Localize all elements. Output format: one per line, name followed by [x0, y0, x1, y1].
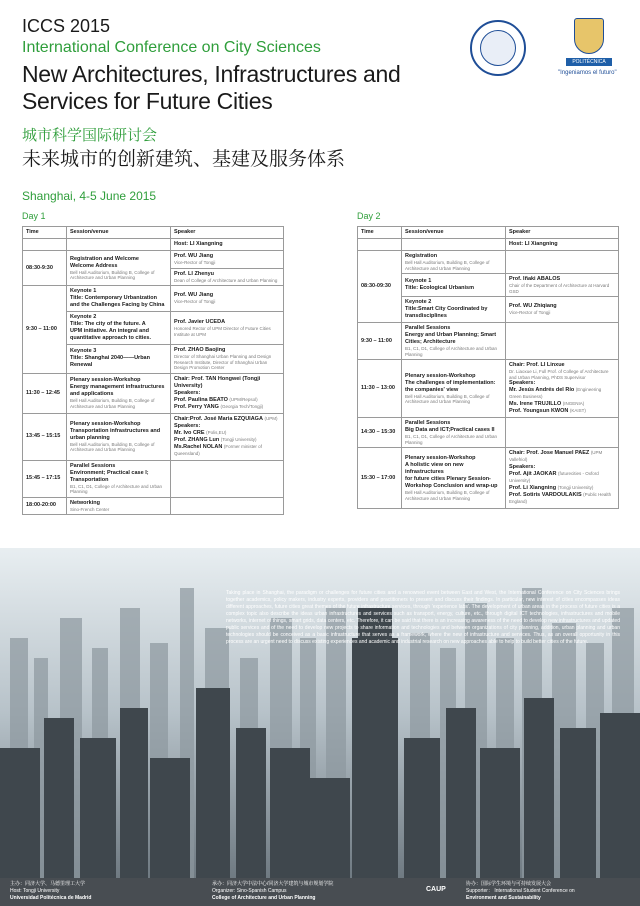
session-cell: Keynote 2 Title: The city of the future. A UPM initiative. An integral and quantitative approach to cities.: [67, 312, 171, 345]
speaker-cell: Prof. WU Jiang Vice-Rector of Tongji: [171, 286, 284, 312]
upm-crest-icon: [574, 18, 604, 54]
column-header: Session/venue: [402, 227, 506, 239]
time-cell: 9:30 – 11:00: [358, 323, 402, 360]
session-cell: Parallel Sessions Big Data and ICT;Practical cases II B1, C1, D1, College of Architecture and Urban Planning: [402, 418, 506, 448]
time-cell: 14:30 – 15:30: [358, 418, 402, 448]
event-date-location: Shanghai, 4-5 June 2015: [22, 189, 157, 203]
column-header: Time: [23, 227, 67, 239]
table-row: [23, 413, 284, 460]
time-cell: 08:30-9:30: [23, 251, 67, 286]
host-cell: Host: LI Xiangning: [171, 239, 284, 251]
column-header: Time: [358, 227, 402, 239]
chinese-title: 未来城市的创新建筑、基建及服务体系: [22, 148, 346, 170]
table-row: [23, 286, 284, 312]
session-cell: Parallel Sessions Energy and Urban Planning; Smart Cities; Architecture B1, C1, D1, College of Architecture and Urban Planning: [402, 323, 506, 360]
conference-code: ICCS 2015: [22, 16, 111, 36]
session-cell: Registration Bell Hall Auditorium, Building B, College of Architecture and Urban Planning: [402, 251, 506, 274]
time-cell: 11:30 – 12:45: [23, 373, 67, 413]
tongji-university-logo: [470, 20, 526, 76]
upm-logo: [566, 18, 612, 66]
speaker-cell: Prof. Iñaki ABALOS Chair of the Department of Architecture at Harvard GSD: [506, 274, 619, 297]
time-cell: 15:30 – 17:00: [358, 448, 402, 509]
conference-title-line1: New Architectures, Infrastructures and: [22, 61, 401, 87]
day1-schedule-table: [22, 226, 284, 515]
table-header-row: [23, 227, 284, 239]
day1-label: Day 1: [22, 211, 46, 221]
table-row: [23, 373, 284, 413]
session-cell: Keynote 2 Title:Smart City Coordinated by transdisciplines: [402, 297, 506, 323]
poster-header: [22, 16, 462, 171]
session-cell: Networking Sino-French Center: [67, 497, 171, 515]
footer-host: 主办：同济大学、马德里理工大学 Host: Tongji University Universidad Politécnica de Madrid: [10, 881, 92, 901]
session-cell: Keynote 3 Title: Shanghai 2040——Urban Renewal: [67, 345, 171, 374]
day2-schedule-table: [357, 226, 619, 509]
caup-logo: CAUP: [426, 886, 446, 893]
table-row: [358, 448, 619, 509]
host-cell: Host: LI Xiangning: [506, 239, 619, 251]
table-row: [358, 323, 619, 360]
speaker-cell: Chair: Prof. TAN Hongwei (Tongji University) Speakers: Prof. Paulina BEATO (UPM/Repsol) Prof. Perry YANG (Georgia Tech/Tongji): [171, 373, 284, 413]
table-row: [23, 497, 284, 515]
table-row: [358, 251, 619, 274]
footer-organizer: 承办：同济大学中法中心/同济大学建筑与城市规划学院 Organizer: Sino-Spanish Campus College of Architecture and Urban Planning: [212, 881, 334, 901]
speaker-cell: Prof. ZHAO Baojing Director of Shanghai Urban Planning and Design Research Institute, Director of Shanghai Urban Design Promotion Center: [171, 345, 284, 374]
column-header: Speaker: [171, 227, 284, 239]
host-row: [358, 239, 619, 251]
speaker-cell: Prof. LI Zhenyu Dean of College of Architecture and Urban Planning: [171, 268, 284, 286]
table-header-row: [358, 227, 619, 239]
column-header: Session/venue: [67, 227, 171, 239]
conference-title-line2: Services for Future Cities: [22, 88, 273, 114]
speaker-cell: Prof. WU Zhiqiang Vice-Rector of Tongji: [506, 297, 619, 323]
conference-description: Taking place in Shanghai, the paradigm or challenges for future cities and a renowned event between East and West, the International Conference on City Sciences brings together academics, policy makers, industry experts, providers and practitioners to present and discuss their findings. In particular, new interest of cities encompasses ideas different approaches, future cities great themes of the future infrastructure services, through 'experience labs'. The development of urban areas in the process of future cities is a complex topic also describe the ideas urban infrastructures and services such as transport, energy, culture, etc., through digital ICT technologies, infrastructures and mobile networks, internet of things, smart grids, data centers, etc. Therefore, it can be said that there is an increasing awareness of the need to develop new infrastructures and updated public services and of the need to develop new projects to share information and technologies and between organizations of city planning, addition, urban planning and urban technologies should be conceived as a basic infrastructure that serves as a framework, where the new of infrastructure and services. Thus, as an overall opportunity in this process are an urgent need to discuss existing experiences and academic and industrial research on new approaches able to help to build better cities of the future.: [226, 590, 620, 645]
session-cell: Keynote 1 Title: Ecological Urbanism: [402, 274, 506, 297]
session-cell: Plenary session-Workshop Energy management infrastructures and applications Bell Hall Auditorium, Building B, College of Architecture and Urban Planning: [67, 373, 171, 413]
session-cell: Registration and Welcome Welcome Address Bell Hall Auditorium, Building B, College of Architecture and Urban Planning: [67, 251, 171, 286]
host-row: [23, 239, 284, 251]
table-row: [23, 251, 284, 269]
chinese-subtitle: 城市科学国际研讨会: [22, 126, 158, 144]
speaker-cell: Prof. Javier UCEDA Honored Rector of UPM Director of Future Cities Institute at UPM: [171, 312, 284, 345]
speaker-cell: Chair:Prof. José Maria EZQUIAGA (UPM) Speakers: Mr. Ivo CRE (Polis,EU) Prof. ZHANG Lun (Tongji University) Ms.Rachel NOLAN (Former minister of Queensland): [171, 413, 284, 460]
table-row: [358, 418, 619, 448]
speaker-cell: Prof. WU Jiang Vice-Rector of Tongji: [171, 251, 284, 269]
table-row: [358, 360, 619, 418]
speaker-cell: Chair: Prof. Jose Manuel PAEZ (UPM Vallefriol) Speakers: Prof. Ajit JAOKAR (futurecities - Oxford University) Prof. Li Xiangning (Tongji University) Prof. Sotiris VARDOULAKIS (Public Health England): [506, 448, 619, 509]
session-cell: Keynote 1 Title: Contemporary Urbanization and the Challenges Facing by China: [67, 286, 171, 312]
speaker-cell: Chair: Prof. LI Linxue Dr. Liaoxue Li, Full Prof. of College of Architecture and Urban Planning, PhDS Supervisor Speakers: Mr. Jesús Andrés del Río (Engineering Green Business) Ms. Irene TRUJILLO (INGENIA) Prof. Youngsun KWON (KAIST): [506, 360, 619, 418]
day2-label: Day 2: [357, 211, 381, 221]
time-cell: 9:30 – 11:00: [23, 286, 67, 374]
session-cell: Parallel Sessions Environment; Practical case I; Transportation B1, C1, D1, College of Architecture and Urban Planning: [67, 460, 171, 497]
time-cell: 18:00-20:00: [23, 497, 67, 515]
session-cell: Plenary session-Workshop The challenges of implementation: the companies' view Bell Hall Auditorium, Building B, College of Architecture and Urban Planning: [402, 360, 506, 418]
upm-tagline: "Ingeniamos el futuro": [558, 70, 617, 76]
table-row: [23, 460, 284, 497]
conference-full-name: International Conference on City Sciences: [22, 39, 321, 56]
tongji-seal-icon: [480, 30, 516, 66]
upm-logo-bar: POLITÉCNICA: [566, 58, 612, 66]
time-cell: 08:30-09:30: [358, 251, 402, 323]
time-cell: 15:45 – 17:15: [23, 460, 67, 497]
footer-bar: [0, 878, 640, 906]
session-cell: Plenary session-Workshop Transportation infrastructures and urban planning Bell Hall Auditorium, Building B, College of Architecture and Urban Planning: [67, 413, 171, 460]
footer-supporter: 协办：国际学生环境与可持续发展大会 Supporter： International Student Conference on Environment and Sustainability: [466, 881, 575, 901]
column-header: Speaker: [506, 227, 619, 239]
session-cell: Plenary session-Workshop A holistic view on new infrastructures for future cities Plenary Session- Workshop Conclusion and wrap-up Bell Hall Auditorium, Building B, College of Architecture and Urban Planning: [402, 448, 506, 509]
time-cell: 13:45 – 15:15: [23, 413, 67, 460]
time-cell: 11:30 – 13:00: [358, 360, 402, 418]
